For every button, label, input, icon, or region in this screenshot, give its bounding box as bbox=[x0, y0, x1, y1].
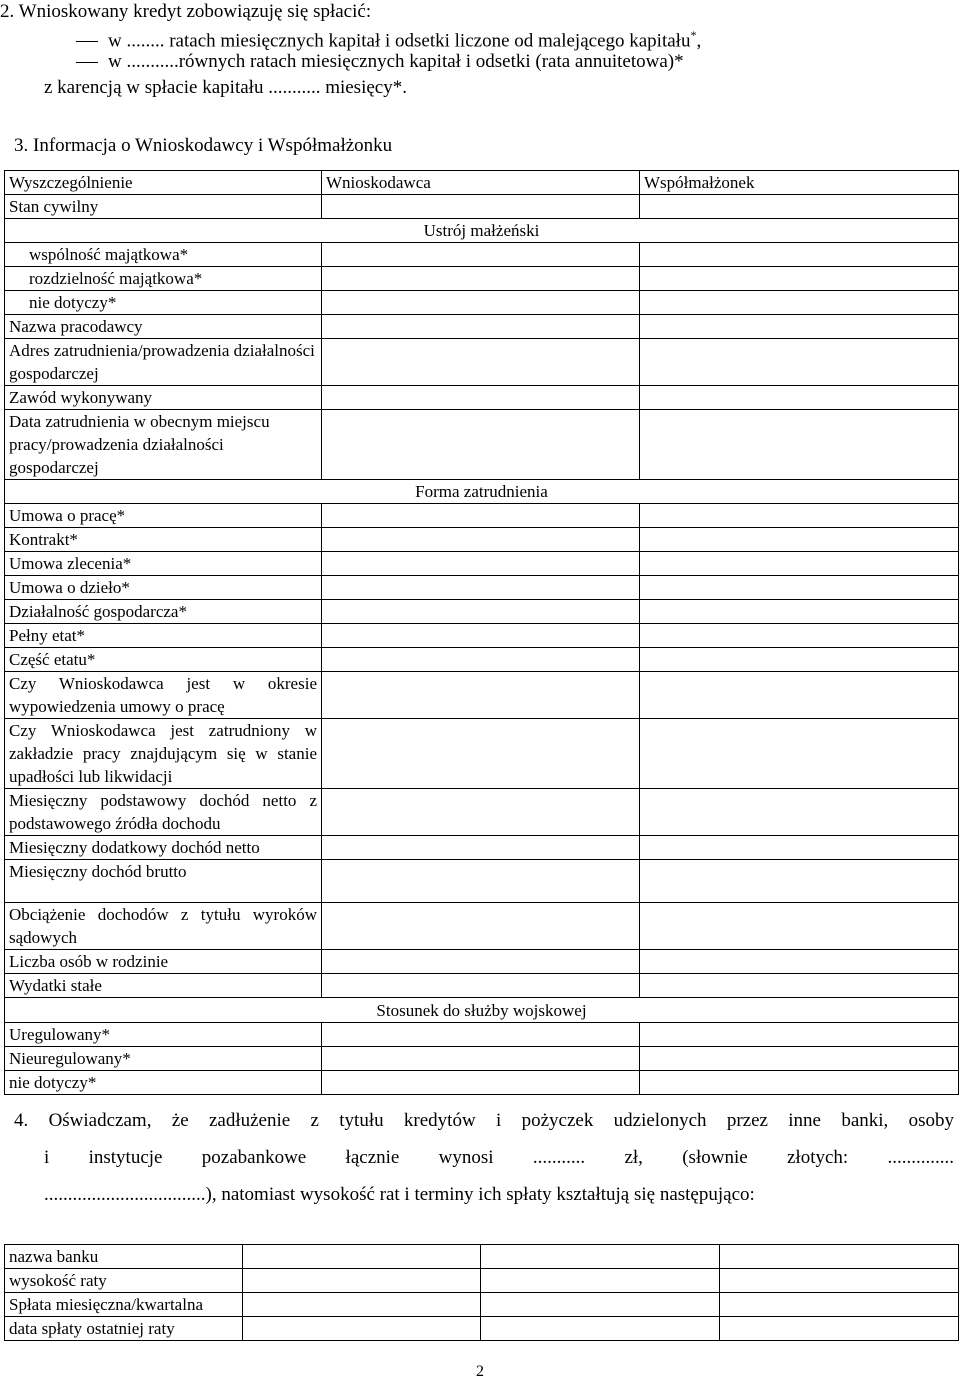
row-label-contract: Kontrakt* bbox=[5, 528, 322, 552]
col-header-spouse: Współmałżonek bbox=[640, 171, 959, 195]
spouse-bankrupt-employer-cell[interactable] bbox=[640, 719, 959, 789]
dash-bullet bbox=[76, 62, 98, 63]
applicant-employment-address-cell[interactable] bbox=[322, 339, 640, 386]
spouse-joint-property-cell[interactable] bbox=[640, 243, 959, 267]
applicant-not-applicable-cell[interactable] bbox=[322, 291, 640, 315]
spouse-employment-contract-cell[interactable] bbox=[640, 504, 959, 528]
table-row bbox=[5, 672, 959, 719]
section-header-row bbox=[5, 480, 959, 504]
debt-statement-line3: ..................................), natomiast wysokość rat i terminy ich spłaty kształtują się następująco: bbox=[44, 1184, 755, 1205]
applicant-part-time-cell[interactable] bbox=[322, 648, 640, 672]
table-header-row bbox=[5, 171, 959, 195]
table-row bbox=[5, 719, 959, 789]
spouse-separate-property-cell[interactable] bbox=[640, 267, 959, 291]
spouse-part-time-cell[interactable] bbox=[640, 648, 959, 672]
applicant-full-time-cell[interactable] bbox=[322, 624, 640, 648]
debt-cell[interactable] bbox=[481, 1317, 720, 1341]
applicant-separate-property-cell[interactable] bbox=[322, 267, 640, 291]
other-debts-table bbox=[4, 1244, 959, 1341]
spouse-specific-work-cell[interactable] bbox=[640, 576, 959, 600]
row-label-bankrupt-employer: Czy Wnioskodawca jest zatrudniony w zakładzie pracy znajdującym się w stanie upadłości lub likwidacji bbox=[5, 719, 322, 789]
row-label-not-applicable: nie dotyczy* bbox=[5, 291, 322, 315]
debt-cell[interactable] bbox=[720, 1269, 959, 1293]
row-label-business-activity: Działalność gospodarcza* bbox=[5, 600, 322, 624]
spouse-family-size-cell[interactable] bbox=[640, 950, 959, 974]
spouse-military-na-cell[interactable] bbox=[640, 1071, 959, 1095]
applicant-additional-net-income-cell[interactable] bbox=[322, 836, 640, 860]
page-number: 2 bbox=[476, 1363, 484, 1380]
repayment-option-annuity bbox=[76, 50, 684, 73]
spouse-not-applicable-cell[interactable] bbox=[640, 291, 959, 315]
table-row bbox=[5, 528, 959, 552]
applicant-occupation-cell[interactable] bbox=[322, 386, 640, 410]
option2-text: w ...........równych ratach miesięcznych kapitał i odsetki (rata annuitetowa)* bbox=[108, 51, 684, 72]
table-row bbox=[5, 243, 959, 267]
applicant-civil-status-cell[interactable] bbox=[322, 195, 640, 219]
row-label-employer-name: Nazwa pracodawcy bbox=[5, 315, 322, 339]
row-label-additional-net-income: Miesięczny dodatkowy dochód netto bbox=[5, 836, 322, 860]
table-row bbox=[5, 576, 959, 600]
dash-bullet bbox=[76, 41, 98, 42]
spouse-court-judgments-cell[interactable] bbox=[640, 903, 959, 950]
applicant-employment-contract-cell[interactable] bbox=[322, 504, 640, 528]
row-label-civil-status: Stan cywilny bbox=[5, 195, 322, 219]
debt-cell[interactable] bbox=[243, 1269, 481, 1293]
table-row bbox=[5, 1245, 959, 1269]
table-row bbox=[5, 386, 959, 410]
row-label-employment-contract: Umowa o pracę* bbox=[5, 504, 322, 528]
spouse-employment-date-cell[interactable] bbox=[640, 410, 959, 480]
table-row bbox=[5, 552, 959, 576]
spouse-gross-income-cell[interactable] bbox=[640, 860, 959, 903]
option1-footnote: * bbox=[690, 28, 697, 42]
section-header-row bbox=[5, 998, 959, 1023]
row-label-military-unregulated: Nieuregulowany* bbox=[5, 1047, 322, 1071]
row-label-last-payment-date: data spłaty ostatniej raty bbox=[5, 1317, 243, 1341]
table-row bbox=[5, 1071, 959, 1095]
row-label-mandate-contract: Umowa zlecenia* bbox=[5, 552, 322, 576]
debt-cell[interactable] bbox=[243, 1245, 481, 1269]
section3-heading: 3. Informacja o Wnioskodawcy i Współmałżonku bbox=[14, 135, 393, 156]
option1-text: w ........ ratach miesięcznych kapitał i odsetki liczone od malejącego kapitału bbox=[108, 30, 691, 52]
table-row bbox=[5, 860, 959, 903]
spouse-contract-cell[interactable] bbox=[640, 528, 959, 552]
repayment-option-decreasing bbox=[76, 24, 701, 52]
spouse-employer-name-cell[interactable] bbox=[640, 315, 959, 339]
applicant-military-unregulated-cell[interactable] bbox=[322, 1047, 640, 1071]
grace-period-text: z karencją w spłacie kapitału ........... miesięcy*. bbox=[44, 77, 407, 98]
applicant-joint-property-cell[interactable] bbox=[322, 243, 640, 267]
row-label-part-time: Część etatu* bbox=[5, 648, 322, 672]
row-label-employment-address: Adres zatrudnienia/prowadzenia działalności gospodarczej bbox=[5, 339, 322, 386]
row-label-installment-amount: wysokość raty bbox=[5, 1269, 243, 1293]
row-label-full-time: Pełny etat* bbox=[5, 624, 322, 648]
option1-tail: , bbox=[696, 30, 702, 52]
applicant-fixed-expenses-cell[interactable] bbox=[322, 974, 640, 998]
applicant-contract-cell[interactable] bbox=[322, 528, 640, 552]
row-label-payment-frequency: Spłata miesięczna/kwartalna bbox=[5, 1293, 243, 1317]
row-label-military-regulated: Uregulowany* bbox=[5, 1023, 322, 1047]
applicant-military-regulated-cell[interactable] bbox=[322, 1023, 640, 1047]
row-label-occupation: Zawód wykonywany bbox=[5, 386, 322, 410]
applicant-gross-income-cell[interactable] bbox=[322, 860, 640, 903]
spouse-basic-net-income-cell[interactable] bbox=[640, 789, 959, 836]
spouse-additional-net-income-cell[interactable] bbox=[640, 836, 959, 860]
applicant-notice-period-cell[interactable] bbox=[322, 672, 640, 719]
applicant-court-judgments-cell[interactable] bbox=[322, 903, 640, 950]
row-label-employment-date: Data zatrudnienia w obecnym miejscu pracy/prowadzenia działalności gospodarczej bbox=[5, 410, 322, 480]
table-row bbox=[5, 504, 959, 528]
row-label-separate-property: rozdzielność majątkowa* bbox=[5, 267, 322, 291]
marital-regime-header: Ustrój małżeński bbox=[5, 219, 959, 243]
spouse-military-regulated-cell[interactable] bbox=[640, 1023, 959, 1047]
row-label-joint-property: wspólność majątkowa* bbox=[5, 243, 322, 267]
table-row bbox=[5, 974, 959, 998]
debt-statement-line1: 4. Oświadczam, że zadłużenie z tytułu kredytów i pożyczek udzielonych przez inne banki, osoby bbox=[14, 1110, 954, 1131]
col-header-applicant: Wnioskodawca bbox=[322, 171, 640, 195]
applicant-specific-work-cell[interactable] bbox=[322, 576, 640, 600]
debt-cell[interactable] bbox=[720, 1245, 959, 1269]
spouse-occupation-cell[interactable] bbox=[640, 386, 959, 410]
row-label-court-judgments: Obciążenie dochodów z tytułu wyroków sądowych bbox=[5, 903, 322, 950]
row-label-military-not-applicable: nie dotyczy* bbox=[5, 1071, 322, 1095]
spouse-employment-address-cell[interactable] bbox=[640, 339, 959, 386]
row-label-family-size: Liczba osób w rodzinie bbox=[5, 950, 322, 974]
debt-cell[interactable] bbox=[481, 1293, 720, 1317]
applicant-bankrupt-employer-cell[interactable] bbox=[322, 719, 640, 789]
applicant-mandate-contract-cell[interactable] bbox=[322, 552, 640, 576]
debt-cell[interactable] bbox=[243, 1293, 481, 1317]
col-header-item: Wyszczególnienie bbox=[5, 171, 322, 195]
debt-cell[interactable] bbox=[481, 1245, 720, 1269]
spouse-civil-status-cell[interactable] bbox=[640, 195, 959, 219]
row-label-gross-income: Miesięczny dochód brutto bbox=[5, 860, 322, 903]
debt-statement-line2: i instytucje pozabankowe łącznie wynosi ........... zł, (słownie złotych: .............. bbox=[44, 1147, 954, 1168]
spouse-business-activity-cell[interactable] bbox=[640, 600, 959, 624]
applicant-employment-date-cell[interactable] bbox=[322, 410, 640, 480]
table-row bbox=[5, 339, 959, 386]
table-row bbox=[5, 1023, 959, 1047]
applicant-employer-name-cell[interactable] bbox=[322, 315, 640, 339]
debt-cell[interactable] bbox=[243, 1317, 481, 1341]
table-row bbox=[5, 195, 959, 219]
row-label-specific-work-contract: Umowa o dzieło* bbox=[5, 576, 322, 600]
applicant-family-size-cell[interactable] bbox=[322, 950, 640, 974]
table-row bbox=[5, 836, 959, 860]
table-row bbox=[5, 600, 959, 624]
spouse-notice-period-cell[interactable] bbox=[640, 672, 959, 719]
section2-heading: 2. Wnioskowany kredyt zobowiązuję się spłacić: bbox=[0, 1, 372, 22]
table-row bbox=[5, 624, 959, 648]
row-label-notice-period: Czy Wnioskodawca jest w okresie wypowiedzenia umowy o pracę bbox=[5, 672, 322, 719]
row-label-fixed-expenses: Wydatki stałe bbox=[5, 974, 322, 998]
table-row bbox=[5, 1293, 959, 1317]
row-label-bank-name: nazwa banku bbox=[5, 1245, 243, 1269]
applicant-business-activity-cell[interactable] bbox=[322, 600, 640, 624]
spouse-fixed-expenses-cell[interactable] bbox=[640, 974, 959, 998]
applicant-info-table bbox=[4, 170, 959, 1095]
debt-cell[interactable] bbox=[720, 1317, 959, 1341]
spouse-mandate-contract-cell[interactable] bbox=[640, 552, 959, 576]
military-service-header: Stosunek do służby wojskowej bbox=[5, 998, 959, 1023]
applicant-basic-net-income-cell[interactable] bbox=[322, 789, 640, 836]
table-row bbox=[5, 903, 959, 950]
table-row bbox=[5, 315, 959, 339]
table-row bbox=[5, 1269, 959, 1293]
spouse-full-time-cell[interactable] bbox=[640, 624, 959, 648]
row-label-basic-net-income: Miesięczny podstawowy dochód netto z podstawowego źródła dochodu bbox=[5, 789, 322, 836]
table-row bbox=[5, 1047, 959, 1071]
table-row bbox=[5, 410, 959, 480]
table-row bbox=[5, 789, 959, 836]
spouse-military-unregulated-cell[interactable] bbox=[640, 1047, 959, 1071]
debt-cell[interactable] bbox=[481, 1269, 720, 1293]
applicant-military-na-cell[interactable] bbox=[322, 1071, 640, 1095]
table-row bbox=[5, 648, 959, 672]
table-row bbox=[5, 1317, 959, 1341]
table-row bbox=[5, 950, 959, 974]
employment-form-header: Forma zatrudnienia bbox=[5, 480, 959, 504]
debt-cell[interactable] bbox=[720, 1293, 959, 1317]
table-row bbox=[5, 267, 959, 291]
section-header-row bbox=[5, 219, 959, 243]
table-row bbox=[5, 291, 959, 315]
